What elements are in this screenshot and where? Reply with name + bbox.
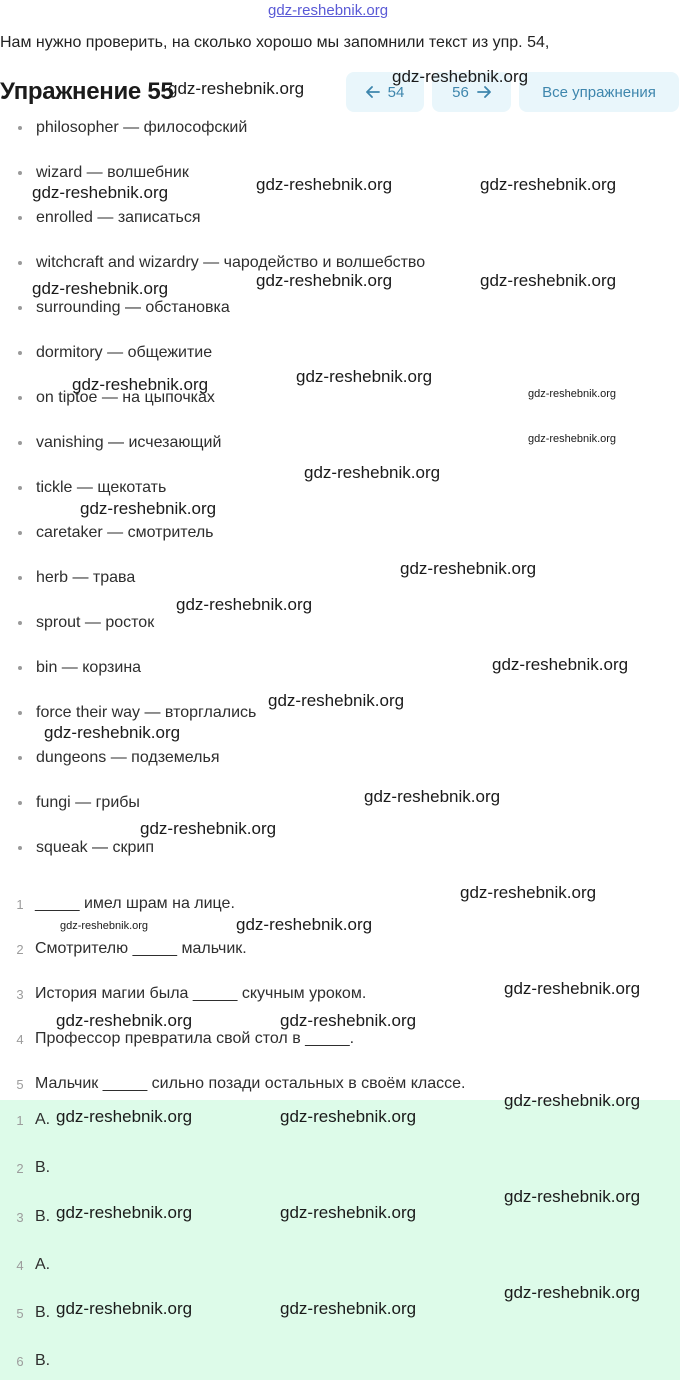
- bullet-icon: [18, 396, 22, 400]
- list-item: caretaker — смотритель: [18, 522, 213, 544]
- watermark: gdz-reshebnik.org: [480, 175, 617, 194]
- bullet-icon: [18, 441, 22, 445]
- watermark: gdz-reshebnik.org: [236, 915, 373, 934]
- watermark: gdz-reshebnik.org: [56, 1299, 193, 1318]
- bullet-icon: [18, 621, 22, 625]
- watermark: gdz-reshebnik.org: [256, 271, 393, 290]
- list-item: dungeons — подземелья: [18, 747, 219, 769]
- watermark: gdz-reshebnik.org: [56, 1011, 193, 1030]
- page-title: Упражнение 55: [0, 78, 174, 105]
- list-item: fungi — грибы: [18, 792, 140, 814]
- bullet-icon: [18, 576, 22, 580]
- answers-panel: [0, 1100, 680, 1380]
- prev-exercise-label: 54: [387, 83, 405, 101]
- list-item: vanishing — исчезающий: [18, 432, 221, 454]
- watermark: gdz-reshebnik.org: [280, 1107, 417, 1126]
- answer-item: 1 A.: [16, 1111, 51, 1128]
- watermark: gdz-reshebnik.org: [296, 367, 433, 386]
- watermark: gdz-reshebnik.org: [460, 883, 597, 902]
- watermark: gdz-reshebnik.org: [280, 1011, 417, 1030]
- answer-item: 2 B.: [16, 1159, 51, 1176]
- watermark: gdz-reshebnik.org: [168, 79, 305, 98]
- bullet-icon: [18, 351, 22, 355]
- bullet-icon: [18, 666, 22, 670]
- arrow-left-icon: [366, 86, 380, 98]
- watermark: gdz-reshebnik.org: [304, 463, 441, 482]
- arrow-right-icon: [477, 86, 491, 98]
- watermark: gdz-reshebnik.org: [392, 67, 529, 86]
- watermark: gdz-reshebnik.org: [56, 1107, 193, 1126]
- question-item: 4 Профессор превратила свой стол в _____.: [16, 1030, 355, 1047]
- question-item: 5 Мальчик _____ сильно позади остальных в своём классе.: [16, 1075, 466, 1092]
- bullet-icon: [18, 216, 22, 220]
- bullet-icon: [18, 531, 22, 535]
- watermark: gdz-reshebnik.org: [364, 787, 501, 806]
- question-item: 2 Смотрителю _____ мальчик.: [16, 940, 247, 957]
- list-item: witchcraft and wizardry — чародейство и волшебство: [18, 252, 425, 274]
- watermark: gdz-reshebnik.org: [32, 279, 169, 298]
- list-item: on tiptoe — на цыпочках: [18, 387, 215, 409]
- bullet-icon: [18, 171, 22, 175]
- list-item: sprout — росток: [18, 612, 154, 634]
- list-item: enrolled — записаться: [18, 207, 201, 229]
- list-item: dormitory — общежитие: [18, 342, 212, 364]
- next-exercise-label: 56: [452, 83, 469, 101]
- bullet-icon: [18, 306, 22, 310]
- bullet-icon: [18, 846, 22, 850]
- answer-item: 3 B.: [16, 1208, 51, 1225]
- list-item: tickle — щекотать: [18, 477, 166, 499]
- list-item: bin — корзина: [18, 657, 141, 679]
- watermark: gdz-reshebnik.org: [492, 655, 629, 674]
- answer-item: 6 B.: [16, 1352, 51, 1369]
- watermark: gdz-reshebnik.org: [504, 1187, 641, 1206]
- watermark: gdz-reshebnik.org: [528, 433, 617, 445]
- watermark: gdz-reshebnik.org: [504, 1283, 641, 1302]
- question-item: 3 История магии была _____ скучным уроком.: [16, 985, 367, 1002]
- list-item: wizard — волшебник: [18, 162, 189, 184]
- watermark: gdz-reshebnik.org: [480, 271, 617, 290]
- bullet-icon: [18, 486, 22, 490]
- watermark: gdz-reshebnik.org: [280, 1203, 417, 1222]
- bullet-icon: [18, 126, 22, 130]
- watermark: gdz-reshebnik.org: [80, 499, 217, 518]
- watermark: gdz-reshebnik.org: [504, 1091, 641, 1110]
- watermark: gdz-reshebnik.org: [256, 175, 393, 194]
- watermark: gdz-reshebnik.org: [140, 819, 277, 838]
- all-exercises-label: Все упражнения: [542, 83, 656, 101]
- list-item: squeak — скрип: [18, 837, 154, 859]
- watermark: gdz-reshebnik.org: [44, 723, 181, 742]
- bullet-icon: [18, 261, 22, 265]
- watermark: gdz-reshebnik.org: [176, 595, 313, 614]
- watermark: gdz-reshebnik.org: [400, 559, 537, 578]
- answer-item: 4 A.: [16, 1256, 51, 1273]
- watermark: gdz-reshebnik.org: [32, 183, 169, 202]
- list-item: force their way — вторглались: [18, 702, 256, 724]
- bullet-icon: [18, 801, 22, 805]
- list-item: philosopher — философский: [18, 117, 247, 139]
- watermark: gdz-reshebnik.org: [60, 920, 149, 932]
- bullet-icon: [18, 756, 22, 760]
- intro-text: Нам нужно проверить, на сколько хорошо мы запомнили текст из упр. 54,: [0, 34, 550, 51]
- bullet-icon: [18, 711, 22, 715]
- watermark: gdz-reshebnik.org: [528, 388, 617, 400]
- watermark: gdz-reshebnik.org: [56, 1203, 193, 1222]
- watermark: gdz-reshebnik.org: [268, 691, 405, 710]
- all-exercises-button[interactable]: [519, 72, 679, 112]
- list-item: herb — трава: [18, 567, 135, 589]
- list-item: surrounding — обстановка: [18, 297, 230, 319]
- site-link[interactable]: gdz-reshebnik.org: [268, 2, 389, 19]
- watermark: gdz-reshebnik.org: [72, 375, 209, 394]
- watermark: gdz-reshebnik.org: [504, 979, 641, 998]
- answer-item: 5 B.: [16, 1304, 51, 1321]
- question-item: 1 _____ имел шрам на лице.: [16, 895, 235, 912]
- watermark: gdz-reshebnik.org: [280, 1299, 417, 1318]
